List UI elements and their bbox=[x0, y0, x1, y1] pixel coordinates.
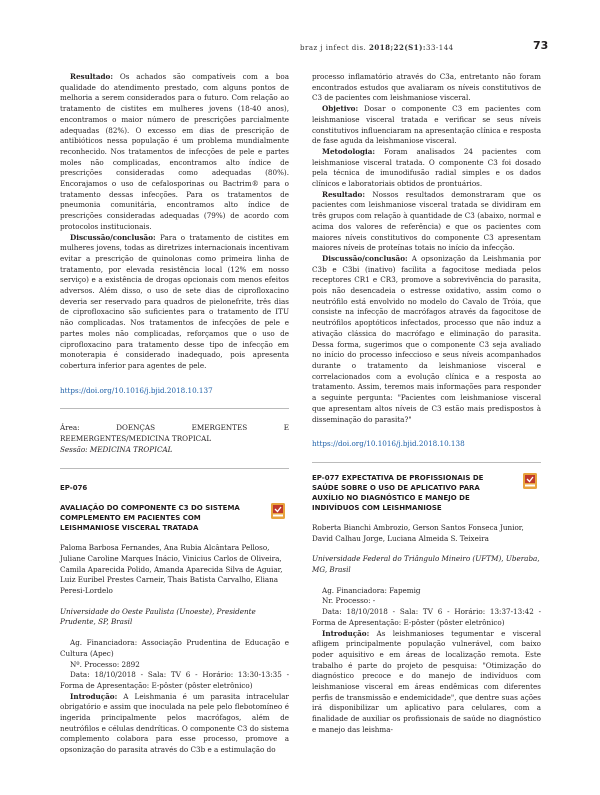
page-number: 73 bbox=[533, 39, 549, 52]
paragraph-text: Para o tratamento de cistites em mulheres jovens, todas as diretrizes internacionais incentivam evitar a prescrição de quinolonas como primeira linha de tratamento, por elevada resistência local (12% em nosso serviço) e a existência de drogas opcionais com menos efeitos adversos. Além disso, o uso de sete dias de ciprofloxacino deveria ser reservado para quadros de pielonefrite, três dias de ciprofloxacino são suficientes para o tratamento de ITU não complicadas. Nos tratamentos de infecções de pele e partes moles não complicadas, reforçamos que o uso de ciprofloxacino para tratamento desse tipo de infecção em monoterapia é considerado inadequado, pois apresenta cobertura inferior para agentes de pele. bbox=[60, 232, 289, 370]
paragraph-text: Dosar o componente C3 em pacientes com leishmaniose visceral tratada e verificar se seus níveis constitutivos influenciaram na apresentação clínica e resposta de fase aguda da leishmaniose visceral. bbox=[312, 104, 541, 146]
section-label: Resultado: bbox=[70, 72, 113, 81]
check-for-updates-icon[interactable] bbox=[271, 503, 285, 519]
abstract-title: EP-077 EXPECTATIVA DE PROFISSIONAIS DE SAÚDE SOBRE O USO DE APLICATIVO PARA AUXÍLIO NO DIAGNÓSTICO E MANEJO DE INDIVÍDUOS COM LEISHMANIOSE bbox=[312, 473, 484, 512]
area-label: Área: DOENÇAS EMERGENTES E REEMERGENTES/MEDICINA TROPICAL bbox=[60, 423, 289, 444]
presentation-info: Data: 18/10/2018 - Sala: TV 6 - Horário: 13:30-13:35 - Forma de Apresentação: E-pôster (pôster eletrônico) bbox=[60, 670, 289, 690]
section-label: Discussão/conclusão: bbox=[322, 253, 408, 263]
abstract-intro-paragraph bbox=[60, 692, 289, 756]
author-list: Roberta Bianchi Ambrozio, Gerson Santos Fonseca Junior, David Calhau Jorge, Luciana Almeida S. Teixeira bbox=[312, 522, 524, 543]
section-label: Discussão/conclusão: bbox=[70, 232, 156, 242]
abstract-id: EP-076 bbox=[60, 483, 88, 492]
author-list: Paloma Barbosa Fernandes, Ana Rubia Alcântara Pelloso, Juliane Caroline Marques Inácio, Vinicius Carlos de Oliveira, Camila Aparecida Polido, Amanda Aparecida Silva de Aguiar, Luiz Euribel Prestes Carneir, Thais Batista Carvalho, Eliana Peresi-Lordelo bbox=[60, 543, 283, 596]
paragraph-text: A Leishmania é um parasita intracelular obrigatório e assim que inoculada na pele pelo flebotomíneo é ingerida principalmente pelos macrófagos, além de neutrófilos e células dendríticas. O componente C3 do sistema complemento colabora para esse processo, promove a opsonização do parasita através do C3b e a estimulação do bbox=[60, 691, 289, 755]
funding-info: Ag. Financiadora: Fapemig bbox=[322, 585, 421, 595]
affiliation: Universidade Federal do Triângulo Mineiro (UFTM), Uberaba, MG, Brasil bbox=[312, 554, 540, 575]
section-label: Introdução: bbox=[322, 628, 370, 638]
paragraph-text: A opsonização da Leishmania por C3b e C3bi (inativo) facilita a fagocitose mediada pelos receptores CR1 e CR3, promove a sobrevivência do parasita, pois não desencadeia o estresse oxidativo, assim como o neutrófilo está envolvido no modelo do Cavalo de Tróia, que consiste na infecção de macrófagos através da fagocitose de neutrófilos apoptóticos infectados, processo que não induz a ativação clássica do macrófago e eliminação do parasita. Dessa forma, sugerimos que o componente C3 seja avaliado no início do processo infeccioso e seus níveis acompanhados durante o tratamento da leishmaniose visceral e correlacionados com a evolução clínica e a resposta ao tratamento. Assim, teremos mais informações para responder a seguinte pergunta: "Pacientes com leishmaniose visceral que apresentam altos níveis de C3 estão mais predispostos à disseminação do parasita?" bbox=[312, 253, 541, 424]
check-for-updates-icon[interactable] bbox=[523, 473, 537, 489]
doi-link[interactable]: https://doi.org/10.1016/j.bjid.2018.10.138 bbox=[312, 439, 465, 449]
abstract-intro-paragraph bbox=[312, 629, 541, 736]
abstract-result-paragraph bbox=[60, 72, 289, 233]
section-label: Objetivo: bbox=[322, 104, 359, 114]
paragraph-text: Os achados são compatíveis com a boa qualidade do atendimento prestado, com alguns pontos de melhoria a serem considerados para o futuro. Com relação ao tratamento de cistites em mulheres jovens (18-40 anos), encontramos o maior número de prescrições parcialmente adequadas (82%). O excesso em dias de prescrição de antibióticos nessa população é um problema mundialmente reconhecido. Nos tratamentos de infecções de pele e partes moles não complicadas, encontramos alto índice de prescrições consideradas como adequadas (80%). Encorajamos o uso de cefalosporinas ou Bactrim® para o tratamento dessas infecções. Para os tratamentos de pneumonia comunitária, encontramos alto índice de prescrições consideradas adequadas (79%) de acordo com protocolos institucionais. bbox=[60, 72, 289, 231]
abstract-result-paragraph bbox=[312, 190, 541, 254]
abstract-objective-paragraph bbox=[312, 104, 541, 147]
abstract-title-row bbox=[60, 503, 289, 533]
abstract-methodology-paragraph bbox=[312, 147, 541, 190]
paragraph-text: Foram analisados 24 pacientes com leishmaniose visceral tratada. O componente C3 foi dosado pela técnica de imunodifusão radial simples e os dados clínicos e laboratoriais obtidos de prontuários. bbox=[312, 146, 541, 189]
doi-link[interactable]: https://doi.org/10.1016/j.bjid.2018.10.137 bbox=[60, 385, 213, 395]
divider bbox=[60, 468, 289, 469]
right-column bbox=[312, 72, 541, 736]
abstract-title: AVALIAÇÃO DO COMPONENTE C3 DO SISTEMA COMPLEMENTO EM PACIENTES COM LEISHMANIOSE VISCERAL TRATADA bbox=[60, 504, 240, 533]
session-label: Sessão: MEDICINA TROPICAL bbox=[60, 444, 173, 454]
journal-volume: 2018;22(S1): bbox=[369, 43, 426, 52]
section-label: Introdução: bbox=[70, 691, 118, 701]
abstract-discussion-paragraph bbox=[60, 233, 289, 372]
presentation-info: Data: 18/10/2018 - Sala: TV 6 - Horário: 13:37-13:42 - Forma de Apresentação: E-pôster (pôster eletrônico) bbox=[312, 607, 541, 627]
divider bbox=[60, 408, 289, 409]
journal-pages: 33-144 bbox=[425, 44, 454, 52]
divider bbox=[312, 462, 541, 463]
left-column bbox=[60, 72, 289, 756]
abstract-discussion-paragraph bbox=[312, 254, 541, 425]
section-label: Metodologia: bbox=[322, 146, 376, 156]
abstract-title-row bbox=[312, 473, 541, 513]
section-label: Resultado: bbox=[322, 189, 365, 199]
affiliation: Universidade do Oeste Paulista (Unoeste), Presidente Prudente, SP, Brasil bbox=[60, 606, 256, 627]
abstract-continuation-paragraph: processo inflamatório através do C3a, entretanto não foram encontrados estudos que avaliaram os níveis constitutivos de C3 de pacientes com leishmaniose visceral. bbox=[312, 72, 541, 103]
process-number: Nr. Processo: - bbox=[322, 596, 376, 606]
process-number: Nº. Processo: 2892 bbox=[70, 659, 140, 669]
paragraph-text: As leishmanioses tegumentar e visceral afligem principalmente população vulnerável, com baixo poder aquisitivo e em áreas de localização remota. Este trabalho é parte do projeto de pesquisa: "Otimização do diagnóstico precoce e do manejo de indivíduos com leishmaniose visceral em áreas endêmicas com diferentes perfis de transmissão e endemicidade", que dentre suas ações irá disponibilizar um aplicativo para celulares, com a finalidade de auxiliar os profissionais de saúde no diagnóstico e manejo das leishma- bbox=[312, 628, 541, 734]
running-header bbox=[0, 41, 600, 55]
funding-info: Ag. Financiadora: Associação Prudentina de Educação e Cultura (Apec) bbox=[60, 638, 289, 658]
journal-citation bbox=[300, 43, 454, 52]
paragraph-text: Nossos resultados demonstraram que os pacientes com leishmaniose visceral tratada se dividiram em três grupos com relação à quantidade de C3 (abaixo, normal e acima dos valores de referência) e que os pacientes com maiores níveis constitutivos do componente C3 apresentam maiores níveis de proteínas totais no início da infecção. bbox=[312, 189, 541, 253]
journal-name: braz j infect dis. bbox=[300, 44, 367, 52]
